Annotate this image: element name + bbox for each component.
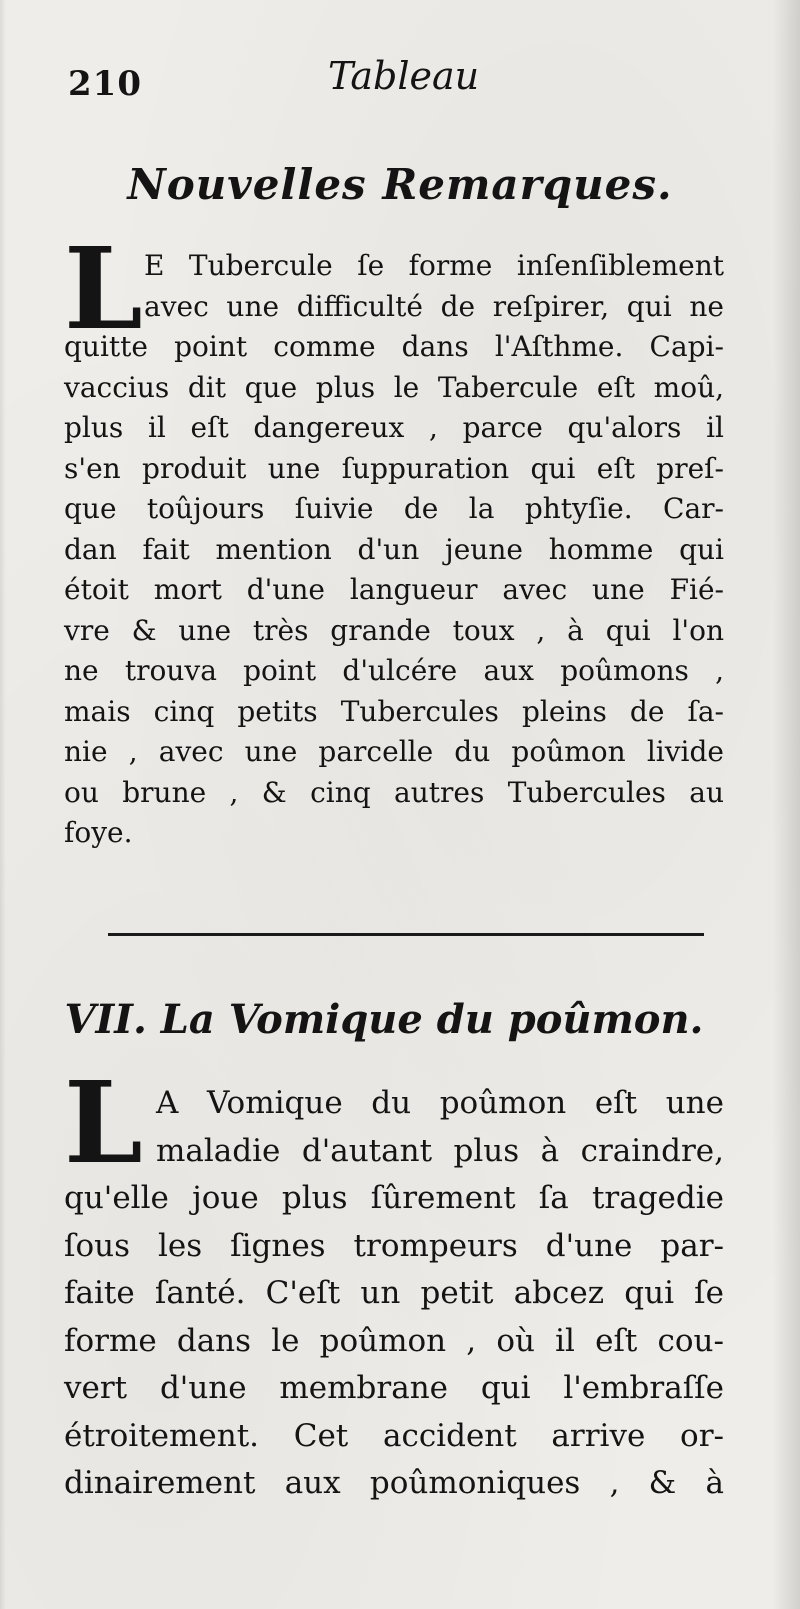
text-line: étoit mort d'une langueur avec une Fié- <box>64 573 724 606</box>
text-line: A Vomique du poûmon eſt une <box>156 1085 724 1121</box>
section-divider-rule <box>108 933 704 936</box>
text-line: forme dans le poûmon , où il eſt cou- <box>64 1322 724 1359</box>
text-line: vre & une très grande toux , à qui l'on <box>64 613 724 647</box>
text-line: nie , avec une parcelle du poûmon livide <box>64 735 724 768</box>
page-number: 210 <box>68 64 142 104</box>
text-line: vaccius dit que plus le Tabercule eſt moû, <box>64 370 724 404</box>
text-line: plus il eſt dangereux , parce qu'alors il <box>64 411 724 444</box>
text-line: quitte point comme dans l'Aſthme. Capi- <box>64 330 724 363</box>
page-gutter-shadow <box>772 0 800 1609</box>
text-line: foye. <box>64 816 133 849</box>
text-line: ou brune , & cinq autres Tubercules au <box>64 775 724 809</box>
text-line: maladie d'autant plus à craindre, <box>156 1132 724 1169</box>
text-line: avec une difficulté de reſpirer, qui ne <box>144 289 724 323</box>
text-line: qu'elle joue plus ſûrement ſa tragedie <box>64 1180 724 1216</box>
drop-capital: L <box>64 224 143 355</box>
text-line: E Tubercule ſe forme inſenſiblement <box>144 249 724 282</box>
text-line: dan fait mention d'un jeune homme qui <box>64 532 724 566</box>
text-line: s'en produit une ſuppuration qui eſt preſ- <box>64 451 724 485</box>
section-title-nouvelles-remarques: Nouvelles Remarques. <box>127 160 673 209</box>
text-line: faite ſanté. C'eſt un petit abcez qui ſe <box>64 1275 724 1311</box>
text-line: mais cinq petits Tubercules pleins de ſa- <box>64 694 724 728</box>
text-line: vert d'une membrane qui l'embraſſe <box>64 1370 724 1406</box>
section-title-vomique-du-poumon: VII. La Vomique du poûmon. <box>64 996 704 1043</box>
text-line: que toûjours ſuivie de la phtyſie. Car- <box>64 492 724 525</box>
text-line: ne trouva point d'ulcére aux poûmons , <box>64 654 724 687</box>
text-line: étroitement. Cet accident arrive or- <box>64 1417 724 1454</box>
paragraph-vomique <box>64 1080 724 1508</box>
text-line: dinairement aux poûmoniques , & à <box>64 1465 724 1501</box>
drop-capital: L <box>64 1058 143 1189</box>
paragraph-tubercule <box>64 246 724 854</box>
running-head: Tableau <box>328 54 480 98</box>
text-line: ſous les ſignes trompeurs d'une par- <box>64 1227 724 1264</box>
page-left-edge <box>0 0 6 1609</box>
